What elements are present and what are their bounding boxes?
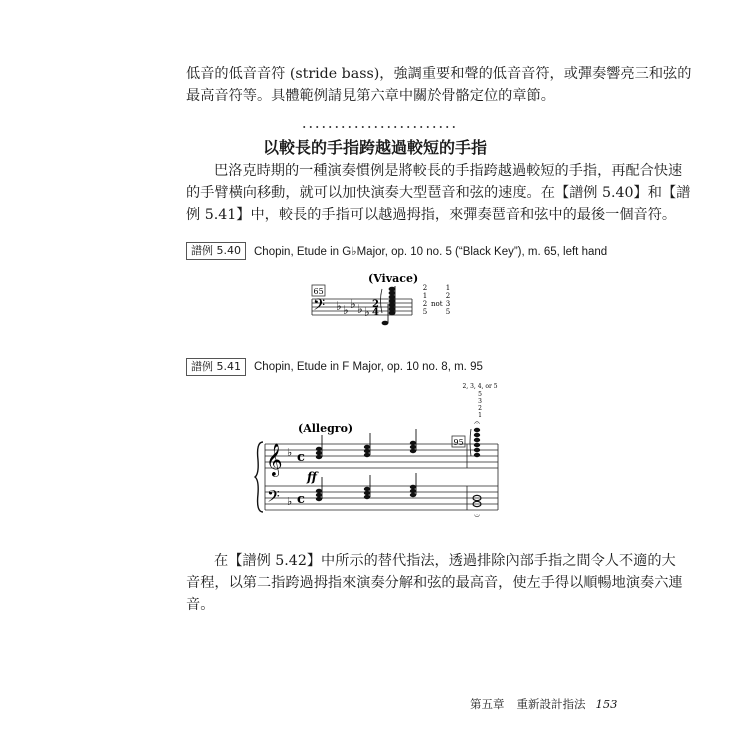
example-541-score — [255, 380, 500, 535]
tempo-marking: (Allegro) — [298, 422, 354, 435]
chord-notes — [381, 286, 396, 325]
common-time-icon: c — [297, 492, 305, 507]
svg-text:2: 2 — [372, 299, 379, 310]
svg-text:♭: ♭ — [336, 299, 342, 313]
closing-line: 在【譜例 5.42】中所示的替代指法，透過排除內部手指之間令人不適的大 — [214, 553, 676, 569]
footer-title: 重新設計指法 — [516, 697, 586, 711]
svg-text:2: 2 — [422, 300, 428, 308]
svg-text:4: 4 — [372, 307, 379, 318]
footer-chapter: 第五章 — [470, 697, 505, 711]
key-signature-flats — [336, 297, 370, 319]
example-540-badge: 譜例 5.40 — [186, 242, 246, 260]
closing-line: 音。 — [186, 597, 215, 613]
svg-text:3: 3 — [445, 300, 451, 308]
svg-text:2: 2 — [445, 292, 451, 300]
section-divider-dots — [301, 125, 458, 129]
svg-text:5: 5 — [478, 391, 482, 398]
tempo-marking: (Vivace) — [368, 272, 419, 285]
section-heading: 以較長的手指跨越過較短的手指 — [262, 138, 487, 157]
fingering-column-1 — [423, 284, 427, 316]
bass-clef-icon: 𝄢 — [313, 296, 326, 318]
key-signature-flat: ♭ — [287, 446, 293, 459]
page-number: 153 — [595, 697, 618, 711]
example-541-label — [186, 358, 483, 375]
example-541-badge: 譜例 5.41 — [186, 358, 246, 376]
svg-text:2: 2 — [478, 405, 482, 412]
fingering-not-label: not — [431, 300, 443, 308]
svg-text:1: 1 — [422, 292, 428, 300]
svg-text:♭: ♭ — [364, 305, 370, 319]
svg-text:5: 5 — [422, 308, 428, 316]
whole-notes — [473, 495, 481, 506]
svg-text:5: 5 — [445, 308, 451, 316]
measure-number: 95 — [453, 438, 464, 447]
common-time-icon: c — [297, 450, 305, 465]
body-line: 例 5.41】中，較長的手指可以越過拇指，來彈奏琶音和弦中的最後一個音符。 — [186, 207, 677, 223]
time-signature — [372, 299, 379, 318]
example-540-score — [300, 268, 470, 333]
example-541-caption: Chopin, Etude in F Major, op. 10 no. 8, m. 95 — [254, 360, 483, 373]
body-paragraph — [186, 160, 691, 226]
svg-text:2: 2 — [422, 284, 428, 292]
svg-text:2, 3, 4, or 5: 2, 3, 4, or 5 — [462, 383, 498, 390]
key-signature-flat: ♭ — [287, 495, 293, 508]
page-footer — [470, 696, 617, 712]
svg-text:𝄐: 𝄐 — [474, 418, 480, 429]
body-line: 巴洛克時期的一種演奏慣例是將較長的手指跨越過較短的手指，再配合快速 — [214, 163, 683, 179]
fingering-top — [462, 383, 497, 419]
example-540-label — [186, 242, 607, 259]
fingering-column-2 — [446, 284, 450, 316]
intro-paragraph — [186, 63, 692, 107]
body-line: 的手臂橫向移動，就可以加快演奏大型琶音和弦的速度。在【譜例 5.40】和【譜 — [186, 185, 691, 201]
svg-text:♭: ♭ — [350, 297, 356, 311]
closing-paragraph — [186, 550, 683, 616]
svg-text:1: 1 — [445, 284, 451, 292]
dynamic-marking: ff — [307, 470, 317, 484]
grand-staff-brace-icon — [255, 442, 263, 512]
svg-text:♭: ♭ — [343, 303, 349, 317]
example-540-caption: Chopin, Etude in G♭Major, op. 10 no. 5 (“Black Key”), m. 65, left hand — [254, 245, 608, 258]
treble-clef-icon: 𝄞 — [266, 443, 283, 476]
svg-text:♭: ♭ — [357, 302, 363, 316]
intro-line: 低音的低音音符 (stride bass)，強調重要和聲的低音音符，或彈奏響亮三和弦的 — [186, 66, 692, 82]
svg-text:1: 1 — [478, 412, 482, 419]
bass-clef-icon: 𝄢 — [267, 486, 280, 510]
intro-line: 最高音符等。具體範例請見第六章中關於骨骼定位的章節。 — [186, 88, 555, 104]
measure-number: 65 — [313, 287, 324, 296]
svg-text:𝄑: 𝄑 — [474, 511, 480, 522]
closing-line: 音程，以第二指跨過拇指來演奏分解和弦的最高音，使左手得以順暢地演奏六連 — [186, 575, 683, 591]
svg-text:3: 3 — [478, 398, 482, 405]
arpeggio-line — [470, 429, 471, 456]
